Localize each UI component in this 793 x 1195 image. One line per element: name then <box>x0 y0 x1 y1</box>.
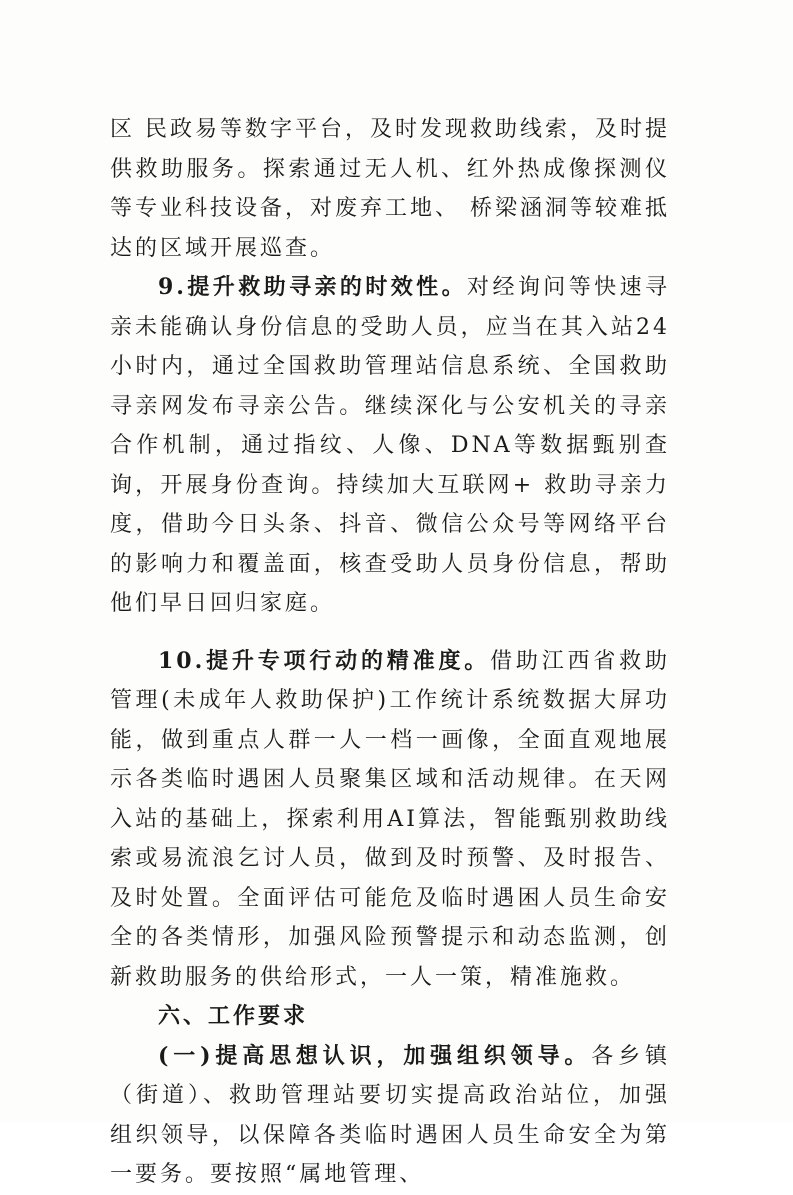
item-9-title: 9.提升救助寻亲的时效性。 <box>158 274 468 300</box>
paragraph-text: 区 民政易等数字平台，及时发现救助线索，及时提供救助服务。探索通过无人机、红外热成像探测仪等专业科技设备，对废弃工地、 桥梁涵洞等较难抵达的区域开展巡查。 <box>110 117 670 261</box>
item-10-body: 借助江西省救助管理(未成年人救助保护)工作统计系统数据大屏功能，做到重点人群一人一档一画像，全面直观地展示各类临时遇困人员聚集区域和活动规律。在天网入站的基础上，探索利用AI算法，智能甄别救助线索或易流浪乞讨人员，做到及时预警、及时报告、及时处置。全面评估可能危及临时遇困人员生命安全的各类情形，加强风险预警提示和动态监测，创新救助服务的供给形式，一人一策，精准施救。 <box>110 648 670 990</box>
item-9-body: 对经询问等快速寻亲未能确认身份信息的受助人员，应当在其入站24小时内，通过全国救助管理站信息系统、全国救助寻亲网发布寻亲公告。继续深化与公安机关的寻亲合作机制，通过指纹、人像、DNA等数据甄别查询，开展身份查询。持续加大互联网+ 救助寻亲力度，借助今日头条、抖音、微信公众号等网络平台的影响力和覆盖面，核查受助人员身份信息，帮助他们早日回归家庭。 <box>110 275 670 616</box>
paragraph-continuation <box>110 110 670 268</box>
paragraph-item-10 <box>110 642 670 998</box>
requirement-1-body: 各乡镇（街道）、救助管理站要切实提高政治站位，加强组织领导，以保障各类临时遇困人员生命安全为第一要务。要按照“属地管理、 <box>110 1043 670 1187</box>
item-10-title: 10.提升专项行动的精准度。 <box>158 647 491 674</box>
paragraph-requirement-1 <box>110 1037 670 1195</box>
section-heading: 六、工作要求 <box>158 1003 309 1029</box>
paragraph-item-9 <box>110 268 670 624</box>
requirement-1-title: (一)提高思想认识，加强组织领导。 <box>158 1042 592 1069</box>
document-body <box>110 110 670 1195</box>
